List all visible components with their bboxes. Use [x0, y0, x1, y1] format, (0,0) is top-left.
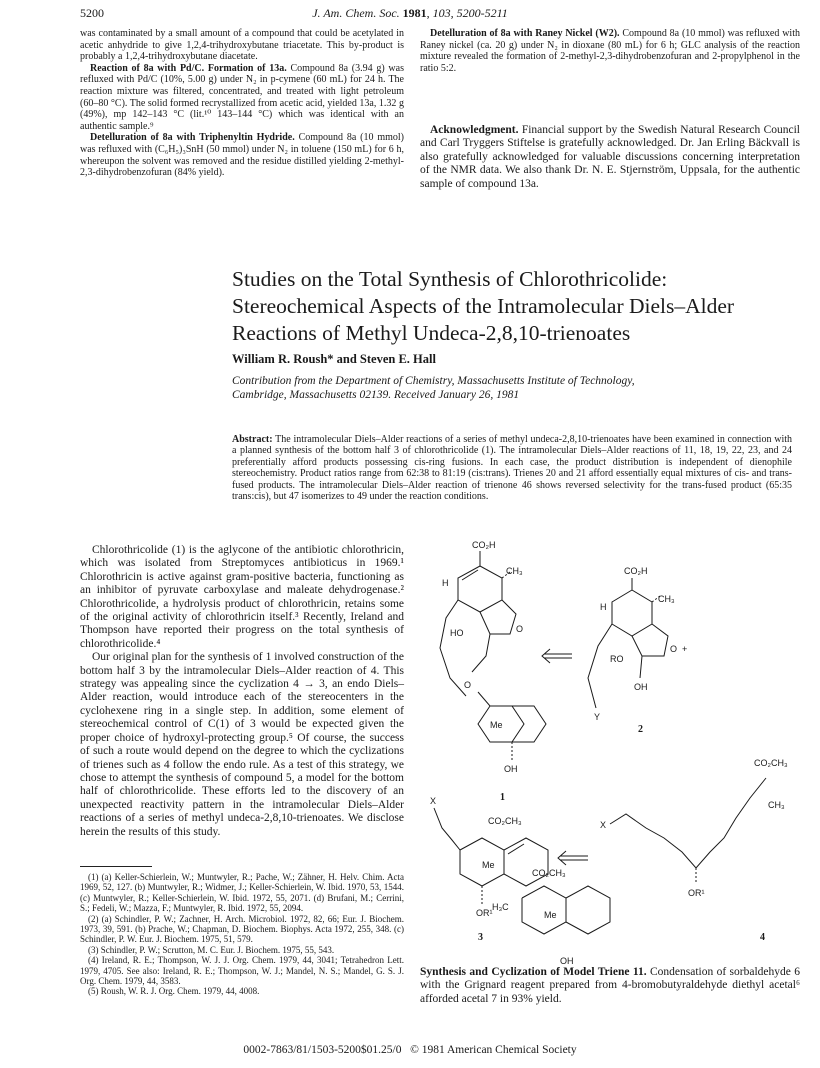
ack-head: Acknowledgment.: [430, 124, 519, 136]
structure-4: [600, 758, 788, 943]
ack-text: Financial support by the Swedish Natural Research Council and Carl Tryggers Stiftelse is gratefully acknowledged. Dr. Jan Erling Bäckvall is also gratefully acknowledged for valuable discussions concerning interpretation of the NMR data. We also thank Dr. N. E. Stjernström, Uppsala, for the authentic sample of compound 13a.: [420, 124, 800, 190]
top-right-column: [420, 28, 800, 74]
intro-paragraph-1: Chlorothricolide (1) is the aglycone of the antibiotic chlorothricin, which was isolated from Streptomyces antibioticus in 1969.¹ Chlorothricin is active against gram-positive bacteria, functioning as an inhibitor of pyruvate carboxylase and maleate dehydrogenase.² Chlorothricolide, a hydrolysis product of chlorothricin, retains some of the original activity of chlorothricin itself.³ Recently, Ireland and Thompson have reported their progress on the total synthesis of chlorothricolide.⁴: [80, 544, 404, 650]
structure-1: [440, 540, 546, 803]
structure-1-number: 1: [500, 792, 505, 803]
structure-3-x-label: X: [430, 796, 437, 806]
structure-4-x-label: X: [600, 820, 607, 830]
footer-copyright: © 1981 American Chemical Society: [410, 1044, 577, 1056]
footnote-rule: [80, 866, 152, 867]
structure-4-co2ch3-label: CO₂CH₃: [754, 758, 788, 768]
structure-1-ho-label: HO: [450, 628, 464, 638]
journal-name: J. Am. Chem. Soc.: [312, 6, 400, 20]
structure-3-or1-label: OR¹: [476, 908, 493, 918]
synthesis-scheme: [420, 538, 800, 958]
section-text-tin: Compound 8a (10 mmol) was refluxed with (C₆H₅)₃SnH (50 mmol) under N₂ in toluene (150 mL) for 6 h, whereupon the solvent was removed and the residue distilled yielding 2-methyl-2,3-dihydrobenzofuran (84% yield).: [80, 132, 404, 179]
section-text-raney: Compound 8a (10 mmol) was refluxed with Raney nickel (ca. 20 g) under N₂ in dioxane (80 mL) for 6 h; GLC analysis of the reaction mixture revealed the formation of 2-methyl-2,3-dihydrobenzofuran and 2-propylphenol in the ratio 5:2.: [420, 28, 800, 74]
abstract-text: The intramolecular Diels–Alder reactions of a series of methyl undeca-2,8,10-trienoates have been examined in connection with a planned synthesis of the bottom half 3 of chlorothricolide (1). The intramolecular Diels–Alder reactions of 11, 18, 19, 22, 23, and 24 preferentially afford products possessing cis-ring fusions. In each case, the product distribution is independent of dienophile stereochemistry. Product ratios range from 62:38 to 81:19 (cis:trans). Trienes 20 and 21 afford essentially equal mixtures of cis- and trans-fused products. The intramolecular Diels–Alder reaction of trienone 46 shows reversed selectivity for the trans-fused product (65:35 trans:cis), but 47 isomerizes to 49 under the reaction conditions.: [232, 434, 792, 503]
article-affiliation: Contribution from the Department of Chemistry, Massachusetts Institute of Technology, Cambridge, Massachusetts 02139. Received January 26, 1981: [232, 375, 635, 401]
structure-5-oh: OH: [560, 956, 574, 966]
section-text-pdc: Compound 8a (3.94 g) was refluxed with Pd/C (10%, 5.00 g) under N₂ in p-cymene (60 mL) for 24 h. The reaction mixture was filtered, concentrated, and treated with light petroleum (60–80 °C). The solid formed recrystallized from acetic acid, yielded 13a, 1.32 g (49%), mp 142–143 °C (lit.¹⁰ 143–144 °C) which was identical with an authentic sample.⁹: [80, 62, 404, 132]
top-left-column: [80, 28, 404, 179]
page-number: 5200: [80, 6, 104, 20]
reference-5: (5) Roush, W. R. J. Org. Chem. 1979, 44, 4008.: [88, 986, 260, 997]
section-head-pdc: Reaction of 8a with Pd/C. Formation of 13a.: [90, 62, 287, 74]
structure-2-oh-label: OH: [634, 682, 648, 692]
synthesis-section: [420, 966, 800, 1006]
journal-vol-pages: 103, 5200-5211: [432, 6, 508, 20]
structure-4-number: 4: [760, 932, 765, 943]
structure-2-ring-o-label: O: [670, 644, 678, 654]
page-footer: [0, 1044, 820, 1056]
synthesis-head: Synthesis and Cyclization of Model Triene 11.: [420, 966, 647, 978]
running-header: J. Am. Chem. Soc. 1981, 103, 5200-5211: [312, 6, 508, 20]
structure-2-ch3-label: CH₃: [658, 594, 675, 604]
reference-4: (4) Ireland, R. E.; Thompson, W. J. J. Org. Chem. 1979, 44, 3041; Tetrahedron Lett. 1979, 4705. See also: Ireland, R. E.; Thompson, W. J.; Mandel, N. S.; Mandel, G. S. J. Org. Chem. 1979, 44, 3583.: [80, 955, 404, 987]
structure-5-h3c-label: H₃C: [492, 902, 509, 912]
structure-2-h-label: H: [600, 602, 607, 612]
structure-2-co2h-label: CO₂H: [624, 566, 648, 576]
abstract: [232, 434, 792, 502]
article-title: Studies on the Total Synthesis of Chlorothricolide: Stereochemical Aspects of the Intramolecular Diels–Alder Reactions of Methyl Undeca-2,8,10-trienoates: [232, 267, 735, 345]
references: [80, 872, 404, 997]
abstract-label: Abstract:: [232, 434, 273, 445]
structure-3-number: 3: [478, 932, 483, 943]
structure-1-me-label: Me: [490, 720, 503, 730]
structure-2-y-label: Y: [594, 712, 601, 722]
retro-arrow-1-2: [542, 649, 572, 663]
structure-3-co2ch3-label: CO₂CH₃: [488, 816, 522, 826]
footer-code: 0002-7863/81/1503-5200$01.25/0: [243, 1044, 402, 1056]
structure-1-h-label: H: [442, 578, 449, 588]
intro-paragraph-2: Our original plan for the synthesis of 1 involved construction of the bottom half 3 by the intramolecular Diels–Alder reaction of 4. This strategy was appealing since the cyclization 4 → 3, an endo Diels–Alder reaction, would introduce each of the stereocenters in the cyclohexene ring in a single step. In addition, some element of stereochemical control of C(1) of 3 would be expected given the proper choice of hydroxyl-protecting group.⁵ Of course, the success of such a route would depend on the degree to which the cyclizations of trienes such as 4 follow the endo rule. As a test of this strategy, we chose to attempt the synthesis of compound 5, a model for the bottom half of chlorothricolide. These efforts led to the discovery of an unexpected reactivity pattern in the intramolecular Diels–Alder reactions of a series of methyl undeca-2,8,10-trienoates. We disclose herein the results of this study.: [80, 651, 404, 838]
reference-1: (1) (a) Keller-Schierlein, W.; Muntwyler, R.; Pache, W.; Zähner, H. Helv. Chim. Acta 1969, 52, 127. (b) Muntwyler, R.; Widmer, J.; Keller-Schierlein, W. Ibid. 1970, 53, 1544. (c) Muntwyler, R.; Keller-Schierlein, W. Ibid. 1972, 55, 2071. (d) Brufani, M.; Cerrini, S.; Fedeli, W.; Mazza, F.; Muntwyler, R. Ibid. 1972, 55, 2094.: [80, 872, 404, 914]
structure-5-me-label: Me: [544, 910, 557, 920]
structure-1-oh-label: OH: [504, 764, 518, 774]
section-head-raney: Detelluration of 8a with Raney Nickel (W2).: [430, 28, 620, 39]
intro-text: [80, 544, 404, 839]
reference-2: (2) (a) Schindler, P. W.; Zachner, H. Arch. Microbiol. 1972, 82, 66; Eur. J. Biochem. 1973, 39, 591. (b) Prache, W.; Chapman, D. Biochem. Biophys. Acta 1972, 255, 348. (c) Schindler, P. W. Eur. J. Biochem. 1975, 51, 579.: [80, 913, 404, 945]
acknowledgment: [420, 124, 800, 191]
structure-5-co2ch3-label: CO₂CH₃: [532, 868, 566, 878]
plus-sign: +: [682, 644, 688, 654]
structure-5: [492, 868, 610, 934]
reference-3: (3) Schindler, P. W.; Scrutton, M. C. Eur. J. Biochem. 1975, 55, 543.: [88, 944, 335, 955]
structure-1-ch3-label: CH₃: [506, 566, 523, 576]
structure-4-or1-label: OR¹: [688, 888, 705, 898]
journal-year: 1981: [402, 6, 427, 20]
structure-2-ro-label: RO: [610, 654, 624, 664]
structure-2: [588, 566, 687, 735]
structure-3-me-label: Me: [482, 860, 495, 870]
retro-arrow-3-4: [558, 851, 588, 865]
synthesis-text: Condensation of sorbaldehyde 6 with the Grignard reagent prepared from 4-bromobutyraldehyde diethyl acetal⁶ afforded acetal 7 in 93% yield.: [420, 966, 801, 1005]
structure-3: [430, 796, 548, 943]
structure-1-ring-o-label: O: [516, 624, 524, 634]
section-head-tin: Detelluration of 8a with Triphenyltin Hydride.: [90, 132, 295, 144]
experimental-continued: was contaminated by a small amount of a compound that could be acetylated in acetic anhydride to give 1,2,4-trihydroxybutane triacetate. This by-product is probably a 1,2,4-trihydroxybutane diacetate.: [80, 28, 404, 63]
article-authors: William R. Roush* and Steven E. Hall: [232, 352, 436, 366]
structure-2-number: 2: [638, 724, 643, 735]
structure-1-co2h-label: CO₂H: [472, 540, 496, 550]
structure-1-ester-o-label: O: [464, 680, 472, 690]
structure-4-ch3-label: CH₃: [768, 800, 785, 810]
